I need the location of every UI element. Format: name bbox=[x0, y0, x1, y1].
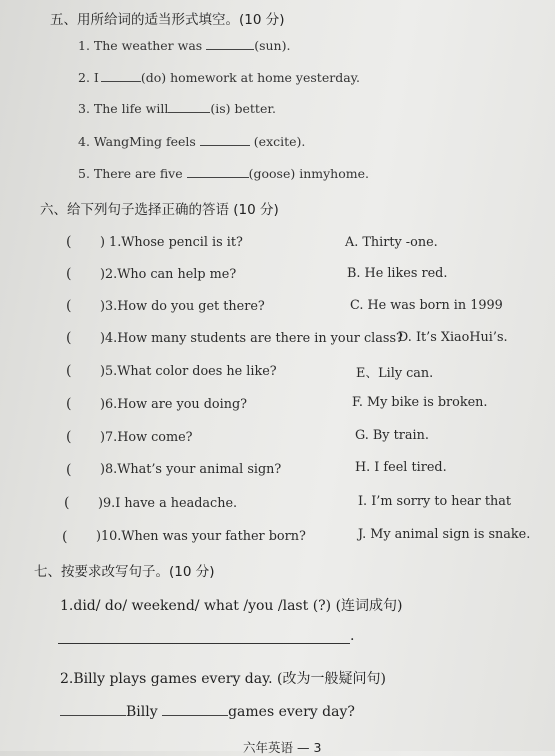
rewrite-item-2-tail: games every day? bbox=[228, 704, 355, 720]
answer-paren-3[interactable]: ( bbox=[66, 298, 72, 314]
rewrite-item-2-blank-1[interactable] bbox=[60, 714, 126, 716]
fill-item-2-hint: (do) homework at home yesterday. bbox=[140, 70, 361, 85]
rewrite-item-2-word-1: Billy bbox=[126, 704, 158, 720]
fill-item-1-text: 1. The weather was bbox=[78, 38, 203, 53]
rewrite-item-2-answer bbox=[60, 704, 355, 720]
fill-item-5 bbox=[78, 166, 369, 181]
rewrite-item-2: 2.Billy plays games every day. (改为一般疑问句) bbox=[60, 671, 386, 687]
question-4: )4.How many students are there in your class? bbox=[100, 331, 403, 346]
fill-item-1-hint: (sun). bbox=[254, 38, 291, 53]
answer-paren-10[interactable]: ( bbox=[62, 529, 68, 545]
answer-paren-5[interactable]: ( bbox=[66, 363, 72, 379]
fill-item-4-text: 4. WangMing feels bbox=[78, 134, 196, 149]
rewrite-item-1: 1.did/ do/ weekend/ what /you /last (?) (连词成句) bbox=[60, 598, 403, 614]
answer-paren-2[interactable]: ( bbox=[66, 266, 72, 282]
fill-item-3-hint: (is) better. bbox=[210, 101, 276, 116]
answer-e: E、Lily can. bbox=[356, 366, 434, 381]
question-1: ) 1.Whose pencil is it? bbox=[100, 235, 243, 250]
answer-f: F. My bike is broken. bbox=[352, 395, 488, 410]
rewrite-item-1-period: . bbox=[350, 628, 355, 644]
question-10: )10.When was your father born? bbox=[96, 529, 306, 544]
answer-paren-9[interactable]: ( bbox=[64, 495, 70, 511]
answer-c: C. He was born in 1999 bbox=[350, 298, 503, 313]
fill-item-5-hint: (goose) inmyhome. bbox=[248, 166, 369, 181]
fill-item-1-blank[interactable] bbox=[206, 48, 254, 50]
answer-paren-4[interactable]: ( bbox=[66, 330, 72, 346]
question-7: )7.How come? bbox=[100, 430, 193, 445]
fill-item-2-text: 2. I bbox=[78, 70, 99, 85]
fill-item-3-text: 3. The life will bbox=[78, 101, 169, 116]
answer-j: J. My animal sign is snake. bbox=[358, 527, 531, 542]
section-6-title: 六、给下列句子选择正确的答语 (10 分) bbox=[40, 202, 279, 218]
section-5-title: 五、用所给词的适当形式填空。(10 分) bbox=[50, 12, 285, 28]
fill-item-3 bbox=[78, 101, 276, 116]
fill-item-2-blank[interactable] bbox=[101, 80, 141, 82]
answer-g: G. By train. bbox=[355, 428, 429, 443]
answer-paren-1[interactable]: ( bbox=[66, 234, 72, 250]
section-7-title: 七、按要求改写句子。(10 分) bbox=[34, 564, 215, 580]
fill-item-5-blank[interactable] bbox=[187, 176, 249, 178]
question-8: )8.What’s your animal sign? bbox=[100, 462, 282, 477]
answer-paren-6[interactable]: ( bbox=[66, 396, 72, 412]
rewrite-item-2-blank-2[interactable] bbox=[162, 714, 228, 716]
page-footer: 六年英语 — 3 bbox=[243, 740, 322, 755]
fill-item-4 bbox=[78, 134, 305, 149]
fill-item-2 bbox=[78, 70, 360, 85]
answer-a: A. Thirty -one. bbox=[345, 235, 438, 250]
question-6: )6.How are you doing? bbox=[100, 397, 248, 412]
fill-item-4-blank[interactable] bbox=[200, 144, 250, 146]
answer-b: B. He likes red. bbox=[347, 266, 448, 281]
answer-i: I. I’m sorry to hear that bbox=[358, 494, 512, 509]
answer-h: H. I feel tired. bbox=[355, 460, 447, 475]
question-9: )9.I have a headache. bbox=[98, 496, 238, 511]
rewrite-item-1-answer-line[interactable] bbox=[58, 643, 350, 644]
fill-item-1 bbox=[78, 38, 290, 53]
question-5: )5.What color does he like? bbox=[100, 364, 277, 379]
answer-d: D. It’s XiaoHui’s. bbox=[398, 330, 508, 345]
question-3: )3.How do you get there? bbox=[100, 299, 265, 314]
fill-item-5-text: 5. There are five bbox=[78, 166, 183, 181]
question-2: )2.Who can help me? bbox=[100, 267, 237, 282]
fill-item-3-blank[interactable] bbox=[168, 111, 210, 113]
answer-paren-7[interactable]: ( bbox=[66, 429, 72, 445]
answer-paren-8[interactable]: ( bbox=[66, 462, 72, 478]
fill-item-4-hint: (excite). bbox=[253, 134, 306, 149]
